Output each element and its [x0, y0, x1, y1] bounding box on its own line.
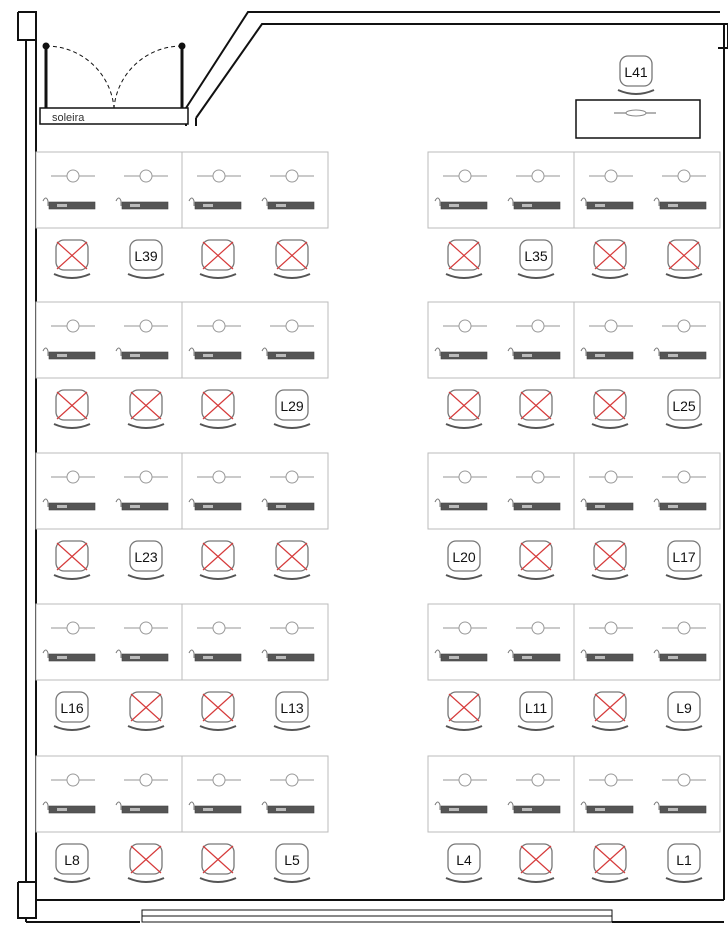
workstation-block: [428, 152, 574, 228]
workstation-block: [428, 453, 574, 529]
seat-unavailable[interactable]: [592, 240, 628, 278]
workstation-block: [36, 453, 182, 529]
workstation-block: [428, 604, 574, 680]
workstation-block: [574, 302, 720, 378]
seat-unavailable[interactable]: [274, 541, 310, 579]
seat-unavailable[interactable]: [518, 390, 554, 428]
seat-label: L25: [672, 398, 696, 414]
seat-available[interactable]: [618, 56, 654, 94]
seat-unavailable[interactable]: [128, 844, 164, 882]
workstation-block: [574, 152, 720, 228]
seat-available[interactable]: [446, 541, 482, 579]
workstation-block: [36, 302, 182, 378]
seat-unavailable[interactable]: [200, 240, 236, 278]
workstation-block: [182, 302, 328, 378]
seat-available[interactable]: [128, 541, 164, 579]
seat-available[interactable]: [666, 541, 702, 579]
seat-unavailable[interactable]: [592, 692, 628, 730]
seat-row: [54, 541, 702, 579]
seat-available[interactable]: [518, 692, 554, 730]
seat-row: [54, 240, 702, 278]
seat-unavailable[interactable]: [54, 240, 90, 278]
seat-unavailable[interactable]: [592, 541, 628, 579]
seat-available[interactable]: [54, 844, 90, 882]
seat-row: [54, 390, 702, 428]
seat-label: L39: [134, 248, 158, 264]
workstation-block: [36, 604, 182, 680]
seat-available[interactable]: [666, 390, 702, 428]
seat-unavailable[interactable]: [592, 844, 628, 882]
workstation-block: [574, 756, 720, 832]
seat-unavailable[interactable]: [54, 390, 90, 428]
seat-label: L35: [524, 248, 548, 264]
seat-unavailable[interactable]: [274, 240, 310, 278]
seat-available[interactable]: [446, 844, 482, 882]
seat-unavailable[interactable]: [200, 844, 236, 882]
seat-unavailable[interactable]: [666, 240, 702, 278]
workstation-block: [182, 756, 328, 832]
seat-label: L41: [624, 64, 648, 80]
door-threshold-label: soleira: [52, 112, 85, 124]
seat-unavailable[interactable]: [128, 390, 164, 428]
seat-label: L20: [452, 549, 476, 565]
workstation-block: [36, 152, 182, 228]
workstation-block: [182, 152, 328, 228]
seat-unavailable[interactable]: [446, 240, 482, 278]
seat-label: L11: [524, 700, 548, 716]
workstation-block: [428, 756, 574, 832]
seat-row: [54, 844, 702, 882]
seat-unavailable[interactable]: [54, 541, 90, 579]
seat-unavailable[interactable]: [200, 692, 236, 730]
workstation-block: [182, 453, 328, 529]
seat-label: L13: [280, 700, 304, 716]
seat-unavailable[interactable]: [518, 844, 554, 882]
seat-label: L1: [676, 852, 692, 868]
seat-label: L4: [456, 852, 472, 868]
seat-available[interactable]: [274, 844, 310, 882]
seat-unavailable[interactable]: [592, 390, 628, 428]
workstation-block: [428, 302, 574, 378]
workstation-block: [574, 604, 720, 680]
seat-unavailable[interactable]: [200, 541, 236, 579]
workstation-block: [182, 604, 328, 680]
seat-label: L17: [672, 549, 696, 565]
workstation-block: [574, 453, 720, 529]
seat-available[interactable]: [666, 844, 702, 882]
seat-available[interactable]: [274, 692, 310, 730]
seat-unavailable[interactable]: [128, 692, 164, 730]
seat-available[interactable]: [518, 240, 554, 278]
seat-unavailable[interactable]: [446, 390, 482, 428]
seat-unavailable[interactable]: [446, 692, 482, 730]
teacher-desk: [576, 100, 700, 138]
seat-label: L5: [284, 852, 300, 868]
teacher-desk-area: [576, 56, 700, 138]
seat-label: L16: [60, 700, 84, 716]
seat-unavailable[interactable]: [518, 541, 554, 579]
seat-row: [54, 692, 702, 730]
workstation-block: [36, 756, 182, 832]
seat-label: L29: [280, 398, 304, 414]
seat-label: L9: [676, 700, 692, 716]
seat-available[interactable]: [274, 390, 310, 428]
seat-label: L8: [64, 852, 80, 868]
seat-available[interactable]: [128, 240, 164, 278]
seat-label: L23: [134, 549, 158, 565]
seat-available[interactable]: [54, 692, 90, 730]
seat-unavailable[interactable]: [200, 390, 236, 428]
seat-available[interactable]: [666, 692, 702, 730]
